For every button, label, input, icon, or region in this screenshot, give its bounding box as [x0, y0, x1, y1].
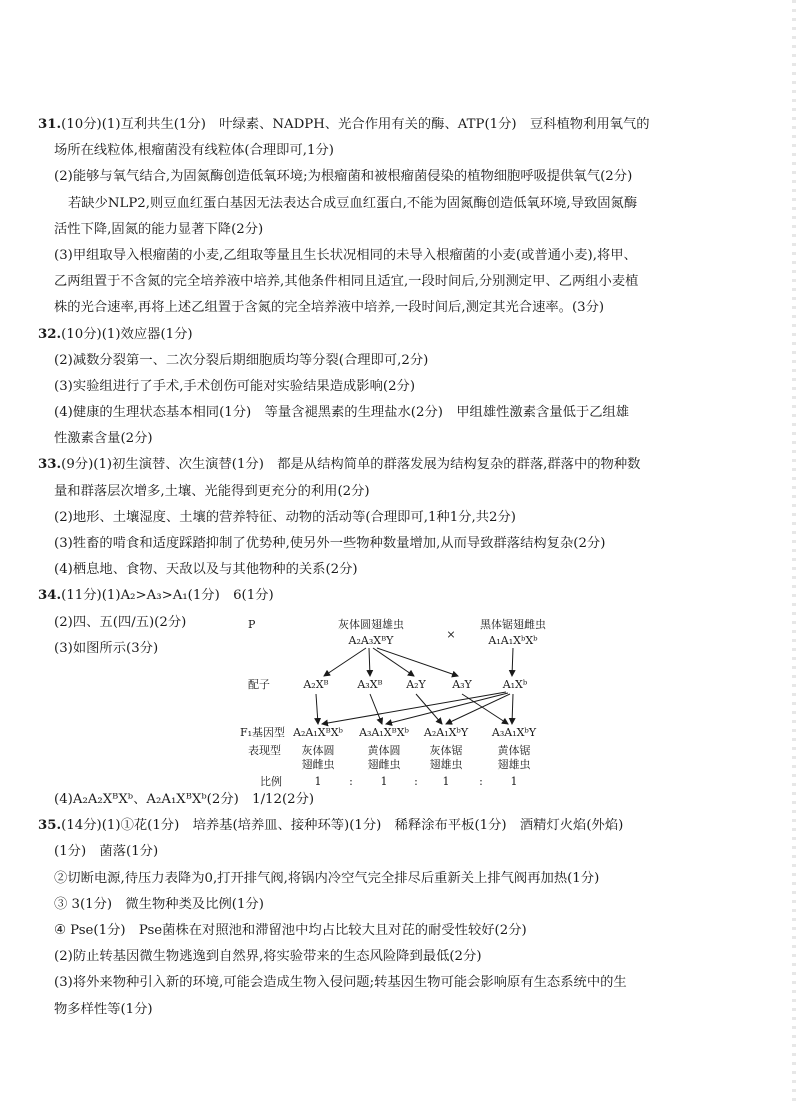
q31-line-3: (2)能够与氧气结合,为固氮酶创造低氧环境;为根瘤菌和被根瘤菌侵染的植物细胞呼吸提供氧气(2分) — [54, 169, 633, 185]
arrow-g5-o1 — [322, 692, 506, 724]
q31-line-7: 乙两组置于不含氮的完全培养液中培养,其他条件相同且适宜,一段时间后,分别测定甲、乙两组小麦植 — [54, 274, 639, 290]
arrow-g5-o2 — [386, 693, 508, 724]
q35-line-4: ③ 3(1分) 微生物种类及比例(1分) — [54, 896, 264, 912]
q32-line-1: 32.(10分)(1)效应器(1分) — [38, 326, 193, 342]
q35-line-7: (3)将外来物种引入新的环境,可能会造成生物入侵问题;转基因生物可能会影响原有生态系统中的生 — [54, 975, 627, 991]
offspring-4-phenotype-b: 翅雄虫 — [497, 758, 531, 771]
arrow-g2-o2 — [370, 694, 382, 724]
cross-diagram-svg — [236, 614, 596, 790]
q33-line-3: (2)地形、土壤湿度、土壤的营养特征、动物的活动等(合理即可,1种1分,共2分) — [54, 509, 516, 525]
cross-symbol: × — [446, 628, 456, 641]
offspring-4-phenotype-a: 黄体锯 — [497, 744, 531, 757]
q35-line-8: 物多样性等(1分) — [54, 1001, 153, 1017]
q33-number: 33. — [38, 457, 62, 473]
ratio-separator-1: : — [349, 775, 353, 788]
offspring-4-genotype: A₃A₁XᵇY — [491, 726, 537, 739]
q34-line-3: (3)如图所示(3分) — [54, 640, 159, 656]
arrow-g3-o3 — [416, 694, 442, 724]
arrow-p2-g5 — [512, 648, 513, 676]
gamete-2: A₃Xᴮ — [357, 678, 383, 691]
q31-line-4: 若缺少NLP2,则豆血红蛋白基因无法表达合成豆血红蛋白,不能为固氮酶创造低氧环境,导致固氮酶 — [68, 195, 638, 211]
arrow-p1-g1 — [324, 648, 366, 676]
q32-line-2: (2)减数分裂第一、二次分裂后期细胞质均等分裂(合理即可,2分) — [54, 352, 429, 368]
offspring-1-ratio: 1 — [314, 775, 322, 788]
q31-line-6: (3)甲组取导入根瘤菌的小麦,乙组取等量且生长状况相同的未导入根瘤菌的小麦(或普通小麦),将甲、 — [54, 247, 637, 263]
q32-line-3: (3)实验组进行了手术,手术创伤可能对实验结果造成影响(2分) — [54, 378, 416, 394]
offspring-2-genotype: A₃A₁XᴮXᵇ — [359, 726, 409, 739]
q35-line-5: ④ Pse(1分) Pse菌株在对照池和滞留池中均占比较大且对芘的耐受性较好(2分) — [54, 922, 527, 938]
gamete-3: A₂Y — [406, 678, 426, 691]
ratio-separator-3: : — [479, 775, 483, 788]
offspring-1-phenotype-b: 翅雌虫 — [301, 758, 335, 771]
phenotype-label: 表现型 — [248, 744, 281, 757]
gamete-5: A₁Xᵇ — [502, 678, 528, 691]
genetic-cross-diagram — [236, 614, 596, 790]
gametes-label: 配子 — [248, 678, 270, 691]
q33-line-2: 量和群落层次增多,土壤、光能得到更充分的利用(2分) — [54, 483, 370, 499]
ratio-separator-2: : — [414, 775, 418, 788]
q34-line-4: (4)A₂A₂XᴮXᵇ、A₂A₁XᴮXᵇ(2分) 1/12(2分) — [54, 792, 315, 807]
parent1-phenotype: 灰体圆翅雄虫 — [338, 618, 404, 631]
q33-line-1: 33.(9分)(1)初生演替、次生演替(1分) 都是从结构简单的群落发展为结构复杂的群落,群落中的物种数 — [38, 457, 641, 473]
offspring-2-ratio: 1 — [380, 775, 388, 788]
q31-line-8: 株的光合速率,再将上述乙组置于含氮的完全培养液中培养,一段时间后,测定其光合速率。(3分) — [54, 300, 605, 316]
parent1-genotype: A₂A₃XᴮY — [348, 634, 394, 647]
q31-line-5: 活性下降,固氮的能力显著下降(2分) — [54, 221, 264, 237]
q32-line-4: (4)健康的生理状态基本相同(1分) 等量含褪黑素的生理盐水(2分) 甲组雄性激素含量低于乙组雄 — [54, 405, 630, 421]
parent-gamete-arrows — [324, 648, 513, 676]
q31-line-1: 31.(10分)(1)互利共生(1分) 叶绿素、NADPH、光合作用有关的酶、ATP(1分) 豆科植物利用氧气的 — [38, 117, 650, 132]
f1-genotype-label: F₁基因型 — [240, 726, 286, 739]
q35-line-1: 35.(14分)(1)①花(1分) 培养基(培养皿、接种环等)(1分) 稀释涂布平板(1分) 酒精灯火焰(外焰) — [38, 818, 624, 834]
arrow-p1-g4 — [377, 648, 458, 676]
gamete-1: A₂Xᴮ — [303, 678, 329, 691]
q35-line-2: (1分) 菌落(1分) — [54, 844, 159, 860]
offspring-3-genotype: A₂A₁XᵇY — [423, 726, 469, 739]
q31-number: 31. — [38, 117, 62, 132]
q33-line-4: (3)牲畜的啃食和适度踩踏抑制了优势种,使另外一些物种数量增加,从而导致群落结构复杂(2分) — [54, 536, 606, 551]
offspring-1-phenotype-a: 灰体圆 — [301, 744, 335, 757]
scan-edge-artifact — [792, 0, 796, 1101]
ratio-label: 比例 — [260, 775, 282, 788]
arrow-p1-g2 — [369, 648, 370, 676]
answer-key-upper — [38, 112, 728, 662]
p-generation-label: P — [248, 618, 256, 631]
offspring-1-genotype: A₂A₁XᴮXᵇ — [293, 726, 343, 739]
q34-line-1: 34.(11分)(1)A₂>A₃>A₁(1分) 6(1分) — [38, 588, 274, 604]
q35-line-6: (2)防止转基因微生物逃逸到自然界,将实验带来的生态风险降到最低(2分) — [54, 949, 482, 965]
offspring-2-phenotype-a: 黄体圆 — [367, 744, 401, 757]
q32-line-5: 性激素含量(2分) — [54, 431, 153, 447]
q35-number: 35. — [38, 818, 62, 834]
arrow-g1-o1 — [316, 694, 318, 724]
gamete-offspring-arrows — [316, 692, 513, 724]
offspring-2-phenotype-b: 翅雌虫 — [367, 758, 401, 771]
parent2-phenotype: 黑体锯翅雌虫 — [480, 618, 546, 631]
offspring-3-ratio: 1 — [442, 775, 450, 788]
offspring-3-phenotype-b: 翅雄虫 — [429, 758, 463, 771]
gamete-4: A₃Y — [452, 678, 472, 691]
q34-number: 34. — [38, 588, 62, 604]
offspring-4-ratio: 1 — [510, 775, 518, 788]
q34-line-2: (2)四、五(四/五)(2分) — [54, 614, 187, 630]
q33-line-5: (4)栖息地、食物、天敌以及与其他物种的关系(2分) — [54, 562, 358, 578]
parent2-genotype: A₁A₁XᵇXᵇ — [488, 634, 538, 647]
q32-number: 32. — [38, 326, 62, 342]
arrow-p1-g3 — [373, 648, 414, 676]
answer-key-lower — [38, 787, 728, 1023]
q35-line-3: ②切断电源,待压力表降为0,打开排气阀,将锅内冷空气完全排尽后重新关上排气阀再加热(1分) — [54, 870, 600, 886]
offspring-3-phenotype-a: 灰体锯 — [429, 744, 463, 757]
q31-line-2: 场所在线粒体,根瘤菌没有线粒体(合理即可,1分) — [54, 143, 334, 159]
arrow-g5-o4 — [512, 694, 513, 724]
